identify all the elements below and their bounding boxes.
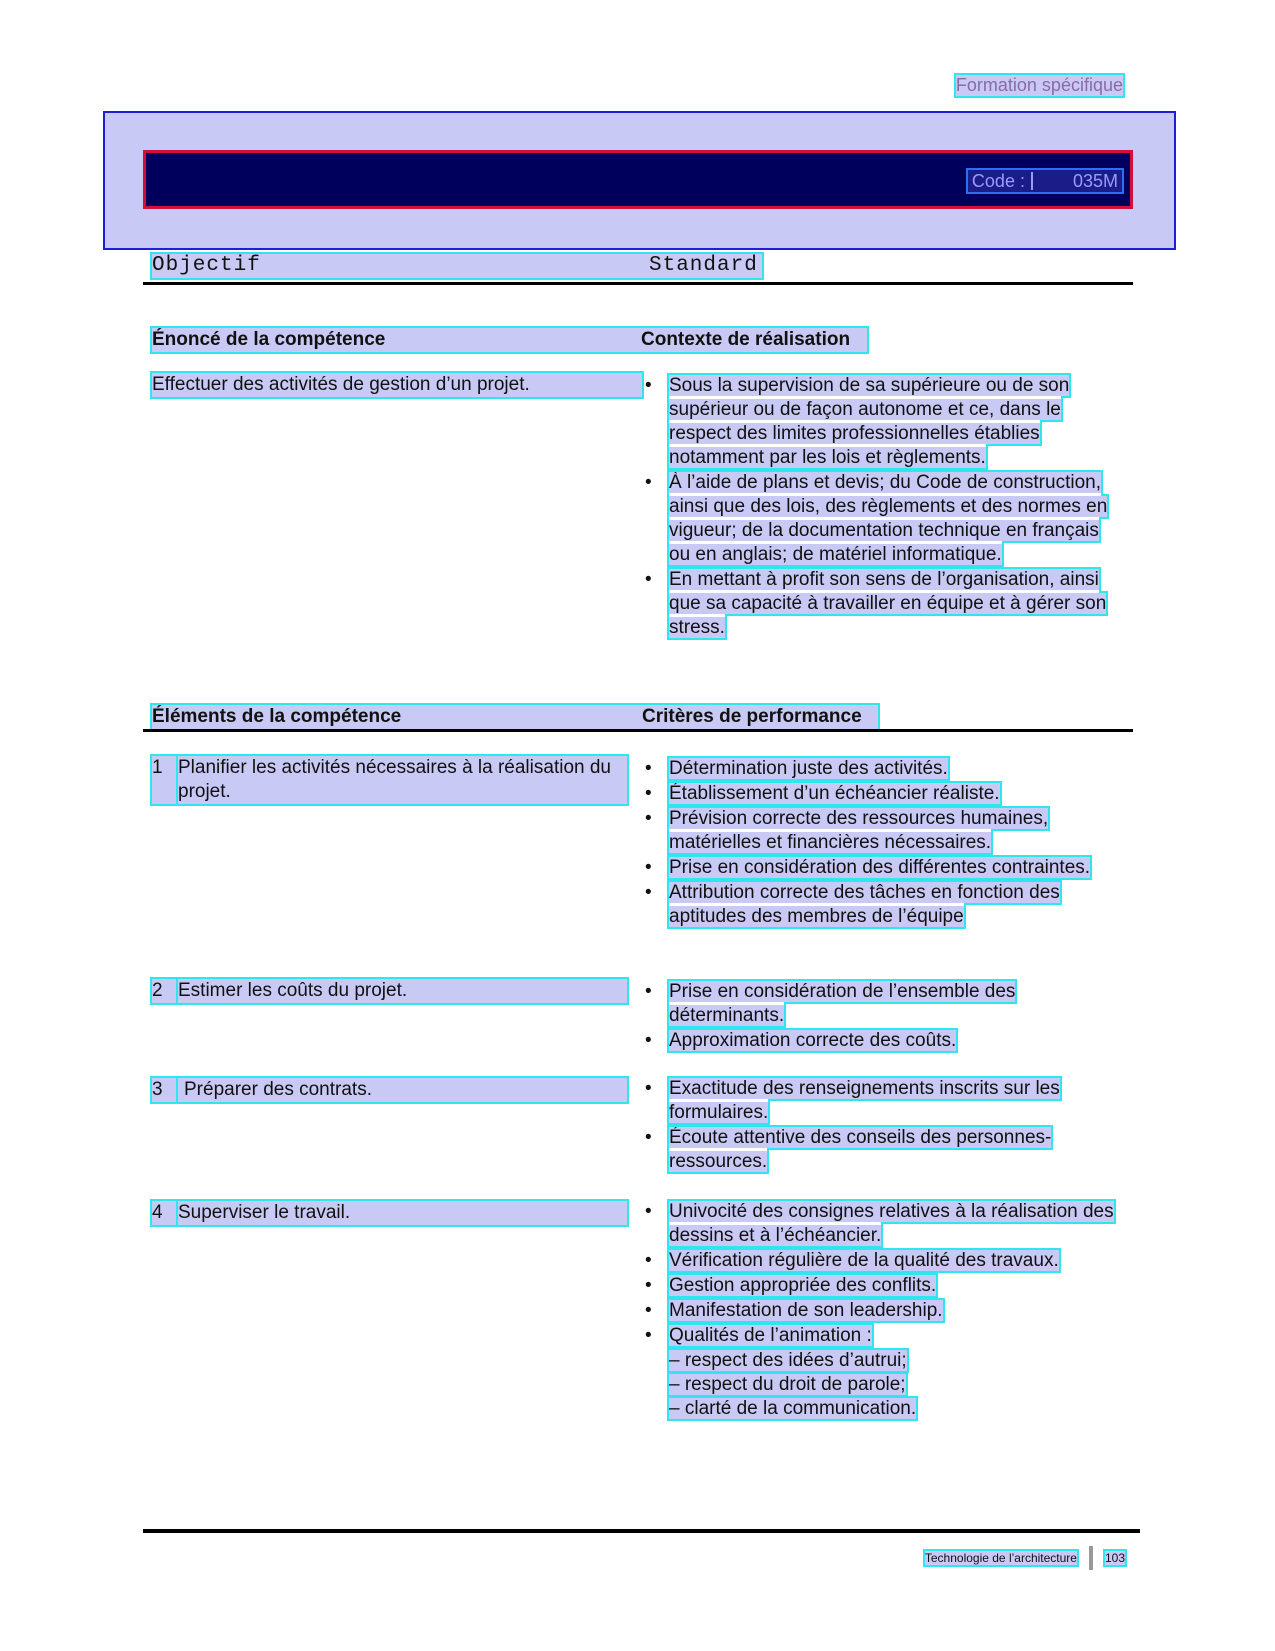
list-item: – respect du droit de parole; xyxy=(669,1374,906,1395)
competency-title-bar xyxy=(143,150,1133,209)
footer-divider xyxy=(143,1529,1140,1533)
list-item: – respect des idées d’autrui; xyxy=(669,1350,907,1371)
enonce-heading: Énoncé de la compétence xyxy=(152,329,386,350)
element-number: 2 xyxy=(152,979,178,1003)
objectif-header: Objectif xyxy=(152,254,261,277)
element-1 xyxy=(152,756,627,804)
list-item: • Prise en considération des différentes contraintes. xyxy=(645,856,1115,880)
column-headers-row xyxy=(152,254,762,278)
criteria-list-1 xyxy=(645,757,1115,930)
list-item: • En mettant à profit son sens de l’organisation, ainsi que sa capacité à travailler en équipe et à gérer son stress. xyxy=(645,568,1115,640)
list-item: • À l’aide de plans et devis; du Code de construction, ainsi que des lois, des règlements et des normes en vigueur; de la documentation technique en français ou en anglais; de matériel informatique. xyxy=(645,471,1115,567)
footer-separator xyxy=(1089,1546,1093,1570)
list-item: • Détermination juste des activités. xyxy=(645,757,1115,781)
page-number: 103 xyxy=(1104,1551,1125,1565)
list-item: • Exactitude des renseignements inscrits sur les formulaires. xyxy=(645,1077,1115,1125)
element-4 xyxy=(152,1201,627,1225)
competency-code xyxy=(968,170,1122,192)
list-item: • Manifestation de son leadership. xyxy=(645,1299,1115,1323)
enonce-text-block xyxy=(152,373,627,397)
elements-criteres-headings xyxy=(152,705,878,729)
list-item: • Gestion appropriée des conflits. xyxy=(645,1274,1115,1298)
code-separator xyxy=(1031,172,1033,190)
element-text: Estimer les coûts du projet. xyxy=(178,979,627,1003)
element-text: Superviser le travail. xyxy=(178,1201,627,1225)
criteria-list-3 xyxy=(645,1077,1115,1175)
criteria-list-4 xyxy=(645,1200,1115,1421)
criteria-list-2 xyxy=(645,980,1115,1054)
enonce-contexte-headings xyxy=(152,328,867,352)
list-item: • Établissement d’un échéancier réaliste. xyxy=(645,782,1115,806)
footer-program: Technologie de l’architecture xyxy=(924,1551,1077,1565)
contexte-list xyxy=(645,374,1115,641)
code-label: Code : xyxy=(971,170,1025,191)
section-divider xyxy=(143,282,1133,285)
program-type-label: Formation spécifique xyxy=(955,75,1123,95)
list-item: • Attribution correcte des tâches en fonction des aptitudes des membres de l’équipe xyxy=(645,881,1115,929)
element-text: Planifier les activités nécessaires à la réalisation du projet. xyxy=(178,756,627,804)
element-number: 3 xyxy=(152,1078,178,1102)
list-item: • Univocité des consignes relatives à la réalisation des dessins et à l’échéancier. xyxy=(645,1200,1115,1248)
list-item: – clarté de la communication. xyxy=(669,1398,917,1419)
list-item: • Écoute attentive des conseils des personnes-ressources. xyxy=(645,1126,1115,1174)
contexte-heading: Contexte de réalisation xyxy=(641,329,851,350)
list-item: • Approximation correcte des coûts. xyxy=(645,1029,1115,1053)
element-text: Préparer des contrats. xyxy=(178,1078,627,1102)
animation-sub-list xyxy=(645,1349,1115,1421)
element-number: 4 xyxy=(152,1201,178,1225)
criteres-heading: Critères de performance xyxy=(642,706,862,727)
list-item: • Prise en considération de l’ensemble des déterminants. xyxy=(645,980,1115,1028)
element-number: 1 xyxy=(152,756,178,804)
list-item: • Qualités de l’animation : xyxy=(645,1324,1115,1348)
standard-header: Standard xyxy=(649,254,758,277)
element-2 xyxy=(152,979,627,1003)
enonce-text: Effectuer des activités de gestion d’un projet. xyxy=(152,373,642,397)
list-item: • Prévision correcte des ressources humaines, matérielles et financières nécessaires. xyxy=(645,807,1115,855)
page-footer xyxy=(925,1546,1125,1570)
elements-heading: Éléments de la compétence xyxy=(152,706,402,727)
list-item: • Vérification régulière de la qualité des travaux. xyxy=(645,1249,1115,1273)
element-3 xyxy=(152,1078,627,1102)
code-value: 035M xyxy=(1072,170,1118,191)
section-divider xyxy=(143,729,1133,732)
list-item: • Sous la supervision de sa supérieure ou de son supérieur ou de façon autonome et ce, dans le respect des limites professionnelles établies notamment par les lois et règlements. xyxy=(645,374,1115,470)
